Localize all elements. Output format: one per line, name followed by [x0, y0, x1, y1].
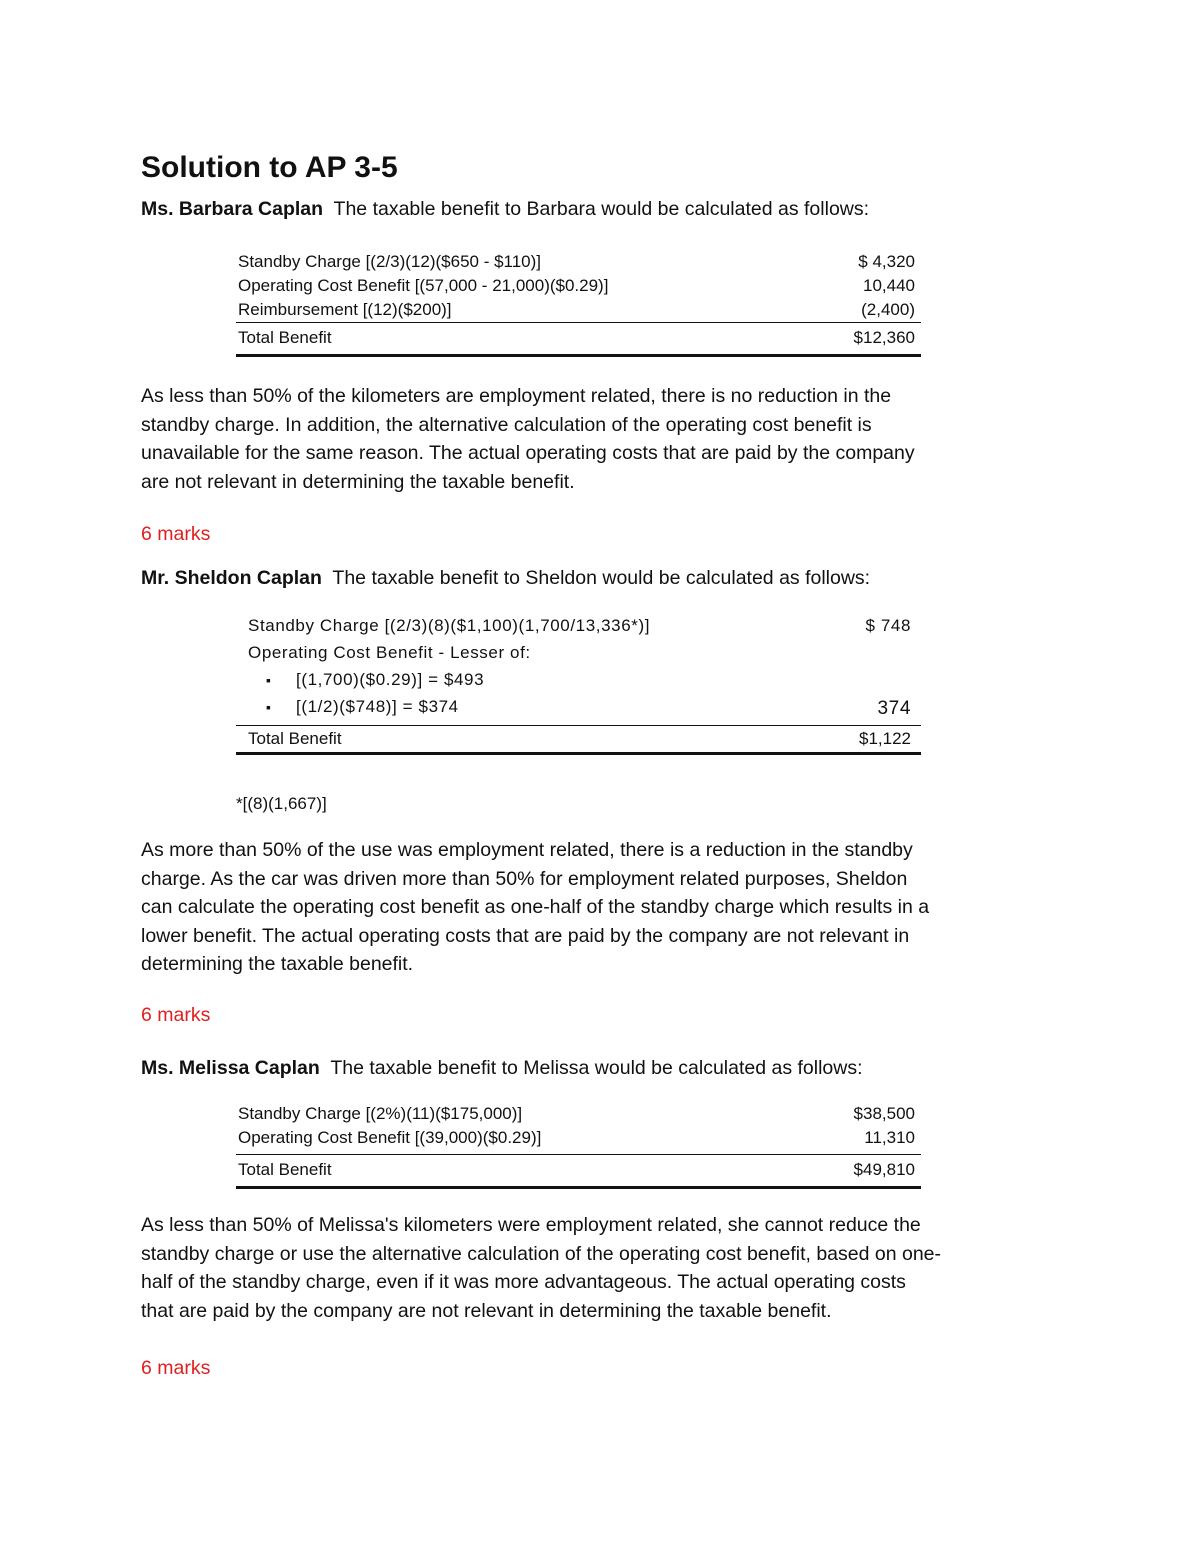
total-label: Total Benefit — [238, 1160, 332, 1179]
total-value: $1,122 — [859, 729, 911, 748]
barbara-calculation-table — [236, 250, 921, 357]
table-row — [236, 641, 921, 668]
total-row — [236, 1158, 921, 1182]
sheldon-calculation-table — [236, 614, 921, 755]
total-rule — [236, 354, 921, 357]
row-label: Reimbursement [(12)($200)] — [238, 300, 452, 319]
row-value: 10,440 — [863, 276, 915, 295]
list-item — [236, 668, 921, 695]
total-row — [236, 727, 921, 751]
table-row — [236, 274, 921, 298]
melissa-heading — [141, 1055, 863, 1081]
subtotal-rule — [236, 1154, 921, 1155]
total-rule — [236, 1186, 921, 1189]
table-row — [236, 250, 921, 274]
subtotal-rule — [236, 725, 921, 726]
row-label: Standby Charge [(2/3)(8)($1,100)(1,700/13,336*)] — [248, 616, 651, 635]
bullet-icon: ▪ — [266, 672, 272, 688]
barbara-intro: The taxable benefit to Barbara would be calculated as follows: — [333, 198, 870, 220]
row-label: Standby Charge [(2/3)(12)($650 - $110)] — [238, 252, 542, 271]
table-row — [236, 1102, 921, 1126]
total-value: $49,810 — [853, 1160, 915, 1179]
row-label: Operating Cost Benefit [(39,000)($0.29)] — [238, 1128, 542, 1147]
melissa-name: Ms. Melissa Caplan — [141, 1057, 320, 1079]
row-value: 374 — [877, 698, 911, 719]
total-label: Total Benefit — [248, 729, 342, 748]
melissa-intro: The taxable benefit to Melissa would be calculated as follows: — [330, 1057, 863, 1079]
sheldon-marks: 6 marks — [141, 1004, 211, 1026]
paragraph-line: lower benefit. The actual operating costs that are paid by the company are not relevant in — [141, 924, 910, 947]
row-value: $ 4,320 — [858, 252, 915, 271]
sheldon-intro: The taxable benefit to Sheldon would be calculated as follows: — [332, 567, 871, 589]
melissa-explanation — [141, 1211, 1021, 1325]
paragraph-line: charge. As the car was driven more than 50% for employment related purposes, Sheldon — [141, 867, 908, 890]
paragraph-line: that are paid by the company are not relevant in determining the taxable benefit. — [141, 1299, 832, 1322]
bullet-text: [(1,700)($0.29)] = $493 — [296, 670, 485, 689]
sheldon-explanation — [141, 836, 1021, 979]
barbara-marks: 6 marks — [141, 523, 211, 545]
paragraph-line: can calculate the operating cost benefit as one-half of the standby charge which results in a — [141, 896, 930, 918]
row-value: $ 748 — [865, 616, 911, 635]
melissa-calculation-table — [236, 1102, 921, 1189]
bullet-text: [(1/2)($748)] = $374 — [296, 697, 459, 716]
row-label: Operating Cost Benefit [(57,000 - 21,000)($0.29)] — [238, 276, 609, 295]
paragraph-line: standby charge. In addition, the alternative calculation of the operating cost benefit is — [141, 413, 872, 436]
row-value: $38,500 — [853, 1104, 915, 1123]
sheldon-footnote: *[(8)(1,667)] — [236, 794, 327, 813]
row-value: (2,400) — [861, 300, 915, 319]
table-row — [236, 298, 921, 322]
melissa-marks: 6 marks — [141, 1357, 211, 1379]
paragraph-line: As more than 50% of the use was employment related, there is a reduction in the standby — [141, 839, 913, 861]
barbara-heading — [141, 196, 869, 222]
paragraph-line: half of the standby charge, even if it was more advantageous. The actual operating costs — [141, 1271, 906, 1293]
total-label: Total Benefit — [238, 328, 332, 347]
paragraph-line: are not relevant in determining the taxable benefit. — [141, 470, 575, 493]
table-row — [236, 1126, 921, 1150]
page-title: Solution to AP 3-5 — [141, 151, 398, 184]
sheldon-name: Mr. Sheldon Caplan — [141, 567, 322, 589]
bullet-icon: ▪ — [266, 699, 272, 715]
paragraph-line: As less than 50% of Melissa's kilometers were employment related, she cannot reduce the — [141, 1214, 921, 1236]
barbara-name: Ms. Barbara Caplan — [141, 198, 324, 220]
row-value: 11,310 — [864, 1128, 915, 1147]
row-label: Standby Charge [(2%)(11)($175,000)] — [238, 1104, 523, 1123]
total-row — [236, 326, 921, 350]
paragraph-line: unavailable for the same reason. The actual operating costs that are paid by the company — [141, 442, 915, 464]
barbara-explanation — [141, 382, 1021, 496]
sheldon-heading — [141, 565, 870, 591]
row-label: Operating Cost Benefit - Lesser of: — [248, 643, 531, 662]
subtotal-rule — [236, 322, 921, 323]
total-rule — [236, 752, 921, 755]
paragraph-line: determining the taxable benefit. — [141, 953, 414, 975]
table-row — [236, 614, 921, 641]
paragraph-line: As less than 50% of the kilometers are employment related, there is no reduction in the — [141, 385, 892, 407]
list-item — [236, 695, 921, 725]
paragraph-line: standby charge or use the alternative calculation of the operating cost benefit, based on one- — [141, 1242, 942, 1265]
total-value: $12,360 — [853, 328, 915, 347]
